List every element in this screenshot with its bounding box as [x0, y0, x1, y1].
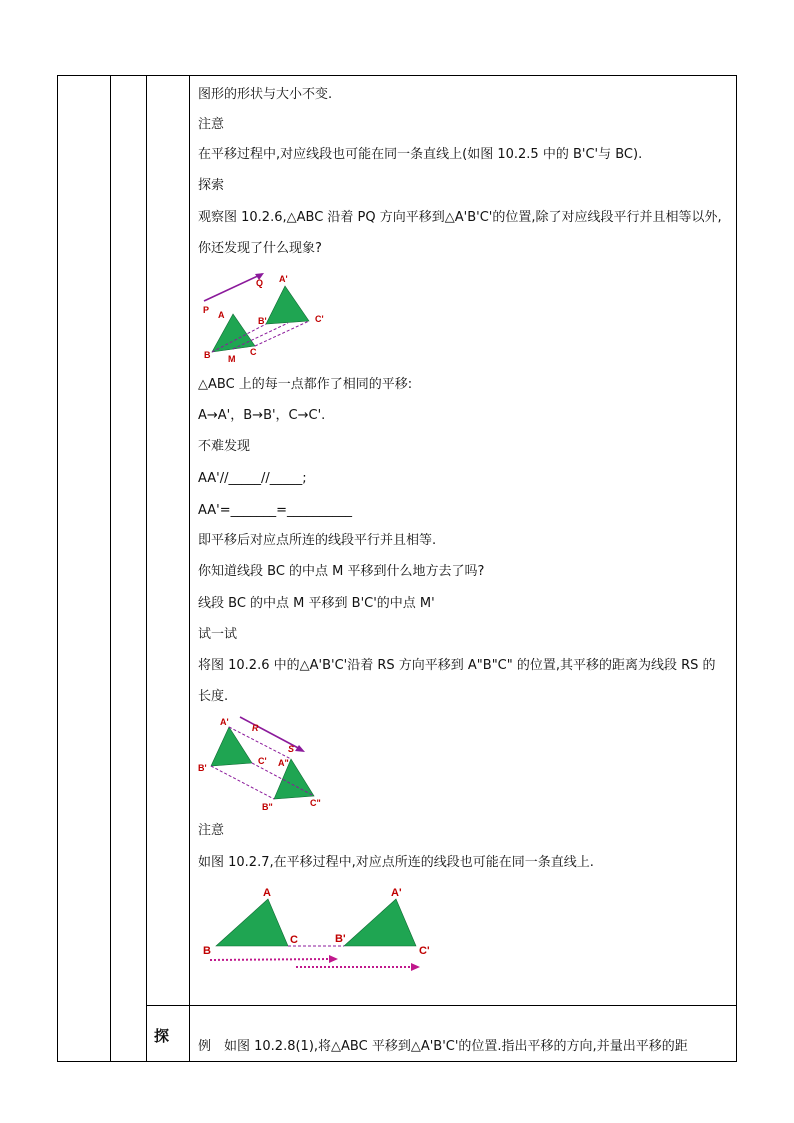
triangle-a1b1c1 [211, 727, 252, 766]
label-a1: A' [391, 887, 402, 899]
label-c1: C' [258, 756, 267, 766]
arrow-cc1-head [411, 963, 420, 971]
label-c: C [290, 934, 298, 946]
label-c1: C' [419, 945, 430, 957]
section-heading-note: 注意 [198, 823, 225, 838]
fill-in-blank: AA'//_____//_____; [198, 471, 307, 486]
fill-in-blank: AA'=_______=__________ [198, 503, 353, 518]
table-row-divider [146, 1005, 737, 1006]
triangle-a1b1c1 [266, 286, 309, 324]
text-line: 将图 10.2.6 中的△A'B'C'沿着 RS 方向平移到 A"B"C" 的位置,其平移的距离为线段 RS 的 [198, 658, 716, 673]
table-right-border [736, 75, 737, 1062]
text-line: 长度. [198, 689, 229, 704]
label-a1: A' [220, 717, 229, 727]
label-b2: B" [262, 802, 273, 812]
label-b: B [204, 350, 211, 360]
label-c2: C" [310, 798, 321, 808]
figure-collinear-translation [198, 882, 448, 982]
example-text: 例 如图 10.2.8(1),将△ABC 平移到△A'B'C'的位置.指出平移的方向,并量出平移的距 [198, 1039, 688, 1054]
text-line: 你还发现了什么现象? [198, 241, 322, 256]
figure-translation-rs [196, 712, 336, 817]
table-left-border [57, 75, 58, 1062]
label-c: C [250, 347, 257, 357]
text-line: 你知道线段 BC 的中点 M 平移到什么地方去了吗? [198, 564, 485, 579]
section-heading-try: 试一试 [198, 627, 238, 642]
dashed-b1b2 [211, 766, 274, 799]
table-col-divider-3 [189, 75, 190, 1062]
arrow-pq [204, 274, 262, 301]
label-b1: B' [258, 316, 267, 326]
text-line: A→A'，B→B'，C→C'. [198, 408, 326, 423]
arrow-rs-head [295, 745, 305, 752]
label-s: S [288, 744, 295, 754]
label-r: R [252, 723, 259, 733]
figure-translation-pq [198, 268, 338, 368]
section-heading-note: 注意 [198, 117, 225, 132]
label-b: B [203, 945, 211, 957]
text-line: 在平移过程中,对应线段也可能在同一条直线上(如图 10.2.5 中的 B'C'与 BC). [198, 147, 643, 162]
label-b1: B' [198, 763, 207, 773]
text-line: 线段 BC 的中点 M 平移到 B'C'的中点 M' [198, 596, 435, 611]
label-b1: B' [335, 933, 346, 945]
table-col-divider-1 [110, 75, 111, 1062]
text-line: 图形的形状与大小不变. [198, 87, 333, 102]
label-a1: A' [279, 274, 288, 284]
arrow-bb1 [210, 959, 330, 960]
label-m: M [228, 354, 236, 364]
table-top-border [57, 75, 737, 76]
label-a: A [263, 887, 271, 899]
label-c1: C' [315, 314, 324, 324]
section-heading-explore: 探索 [198, 178, 225, 193]
triangle-abc [216, 899, 288, 946]
label-a: A [218, 310, 225, 320]
text-line: 观察图 10.2.6,△ABC 沿着 PQ 方向平移到△A'B'C'的位置,除了对应线段平行并且相等以外, [198, 210, 722, 225]
label-p: P [203, 305, 210, 315]
table-bottom-border [57, 1061, 737, 1062]
text-line: △ABC 上的每一点都作了相同的平移: [198, 377, 413, 392]
table-col-divider-2 [146, 75, 147, 1062]
text-line: 不难发现 [198, 439, 251, 454]
text-line: 如图 10.2.7,在平移过程中,对应点所连的线段也可能在同一条直线上. [198, 855, 594, 870]
side-label-explore: 探 [154, 1027, 170, 1045]
label-q: Q [256, 278, 264, 288]
triangle-a1b1c1 [344, 899, 416, 946]
text-line: 即平移后对应点所连的线段平行并且相等. [198, 533, 437, 548]
arrow-bb1-head [329, 955, 338, 963]
label-a2: A" [278, 758, 289, 768]
